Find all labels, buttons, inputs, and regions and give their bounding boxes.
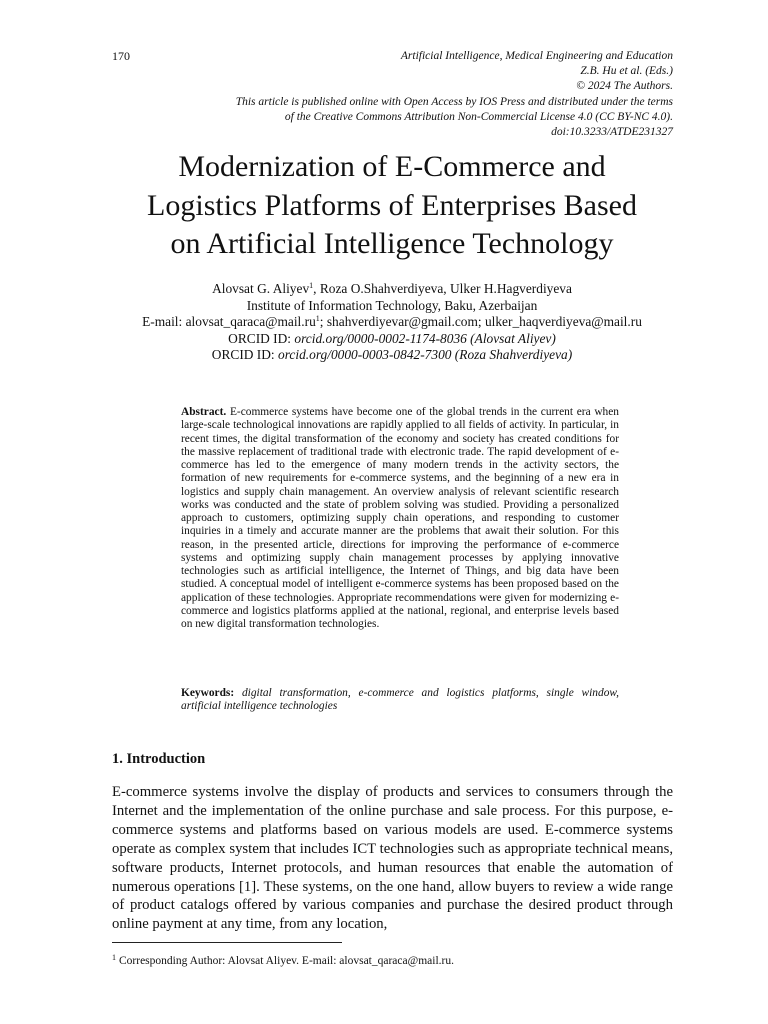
header-line-open-access: This article is published online with Open Access by IOS Press and distributed under the terms (235, 95, 673, 108)
author-footnote-marker[interactable]: 1 (309, 281, 314, 290)
orcid-link[interactable]: orcid.org/0000-0002-1174-8036 (Alovsat Aliyev) (294, 330, 556, 346)
paper-title (90, 148, 694, 264)
publication-header (113, 49, 673, 140)
section-heading-introduction: 1. Introduction (112, 751, 206, 767)
footnote (112, 955, 454, 967)
footnote-text: Corresponding Author: Alovsat Aliyev. E-mail: alovsat_qaraca@mail.ru. (119, 955, 454, 967)
other-authors: , Roza O.Shahverdiyeva, Ulker H.Hagverdiyeva (313, 281, 572, 296)
title-line-3: on Artificial Intelligence Technology (170, 227, 614, 260)
header-line-book-title: Artificial Intelligence, Medical Engineering and Education (400, 50, 673, 62)
institute: Institute of Information Technology, Baku, Azerbaijan (246, 297, 538, 313)
header-line-doi[interactable]: doi:10.3233/ATDE231327 (551, 126, 673, 139)
orcid-line-2 (80, 347, 704, 364)
keywords-text: digital transformation, e-commerce and logistics platforms, single window, artificial intelligence technologies (181, 687, 619, 713)
title-line-2: Logistics Platforms of Enterprises Based (147, 188, 637, 222)
author-names (80, 281, 704, 298)
orcid-label: ORCID ID: (228, 330, 295, 346)
orcid-label: ORCID ID: (211, 347, 279, 363)
email-first[interactable]: E-mail: alovsat_qaraca@mail.ru (142, 314, 316, 330)
footnote-marker: 1 (112, 953, 116, 962)
first-author: Alovsat G. Aliyev (212, 281, 310, 296)
orcid-link[interactable]: orcid.org/0000-0003-0842-7300 (Roza Shahverdiyeva) (278, 347, 573, 363)
author-block (80, 281, 704, 364)
keywords (181, 687, 619, 714)
abstract-label: Abstract. (181, 406, 227, 418)
title-line-1: Modernization of E-Commerce and (178, 150, 606, 183)
author-emails (80, 314, 704, 331)
footnote-divider (112, 942, 342, 943)
header-line-editors: Z.B. Hu et al. (Eds.) (580, 65, 673, 78)
abstract (181, 406, 619, 631)
orcid-line-1 (80, 331, 704, 348)
email-footnote-marker: 1 (315, 314, 320, 324)
introduction-paragraph: E-commerce systems involve the display of products and services to consumers through the Internet and the implementation of the online purchase and sale process. For this purpose, e-commerce systems and platforms based on various models are used. E-commerce systems operate as complex system that includes ICT technologies such as appropriate technical means, software products, Internet protocols, and human resources that enable the automation of numerous operations [1]. These systems, on the one hand, allow buyers to review a wide range of product catalogs offered by various companies and purchase the desired product through online payment at any time, from any location, (112, 784, 673, 933)
header-line-copyright: © 2024 The Authors. (576, 80, 673, 93)
page-number: 170 (112, 49, 130, 63)
keywords-label: Keywords: (181, 687, 235, 699)
header-line-license: of the Creative Commons Attribution Non-Commercial License 4.0 (CC BY-NC 4.0). (284, 110, 673, 123)
email-others[interactable]: ; shahverdiyevar@gmail.com; ulker_haqverdiyeva@mail.ru (319, 314, 642, 330)
abstract-text: E-commerce systems have become one of the global trends in the current era when large-scale technological innovations are rapidly applied to all fields of activity. In particular, in recent times, the digital transformation of the economy and society has created conditions for the massive replacement of traditional trade with electronic trade. The rapid development of e-commerce has led to the emergence of many modern trends in the activity sectors, the formation of new requirements for e-commerce systems, and the beginning of a new era in logistics and supply chain management. An overview analysis of relevant scientific research works was conducted and the state of problem solving was studied. Providing a personalized approach to customers, optimizing supply chain operations, and responding to customer inquiries in a timely and accurate manner are the problems that await their solution. For this reason, in the presented article, directions for improving the performance of e-commerce systems and optimizing supply chain management processes by applying innovative technologies such as artificial intelligence, the Internet of Things, and big data have been studied. A conceptual model of intelligent e-commerce systems has been proposed based on the application of these technologies. Appropriate recommendations were given for modernizing e-commerce and logistics platforms applied at the national, regional, and enterprise levels based on new digital transformation technologies. (181, 406, 619, 630)
